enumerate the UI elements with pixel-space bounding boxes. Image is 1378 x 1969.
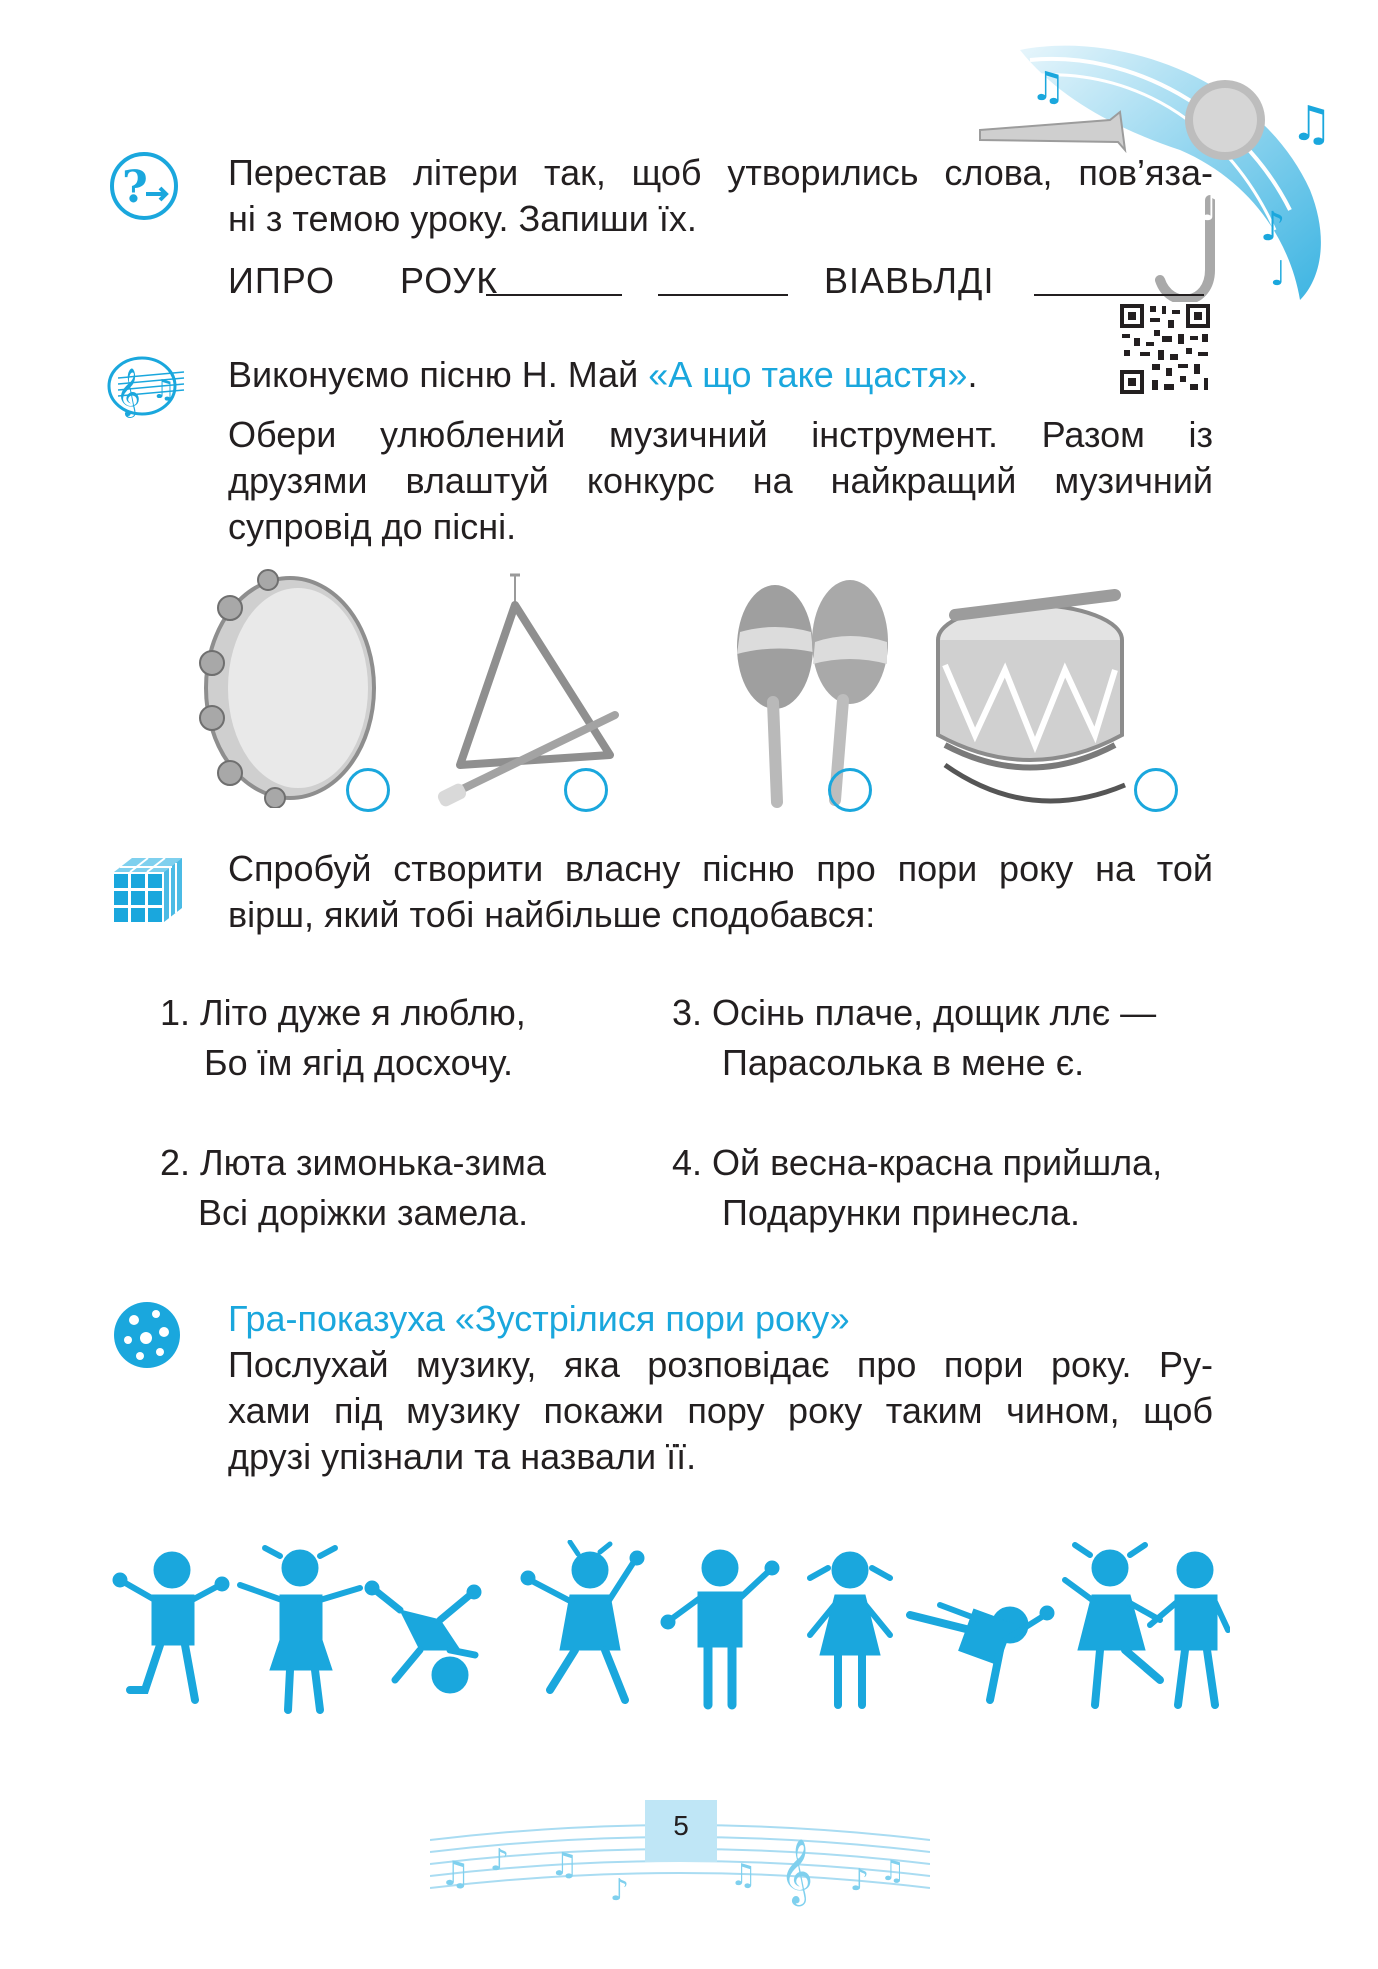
answer-blank-2[interactable]	[658, 258, 788, 296]
svg-text:♫: ♫	[1030, 64, 1066, 110]
svg-text:♪: ♪	[490, 1843, 510, 1878]
svg-text:♫: ♫	[440, 1854, 471, 1894]
poem-3-line1: 3. Осінь плаче, дощик ллє —	[672, 992, 1157, 1033]
svg-text:♩: ♩	[1270, 254, 1287, 294]
svg-text:♪: ♪	[1260, 204, 1286, 250]
task2-instruction-line3: супровід до пісні.	[228, 506, 517, 547]
dancing-kids-illustration	[110, 1540, 1230, 1720]
song-title-link[interactable]: «А що таке щастя»	[648, 354, 968, 395]
scrambled-word-1: ИПРО	[228, 260, 335, 301]
flower-ball-icon	[110, 1298, 184, 1372]
task3-instruction-line2: вірш, який тобі найбільше сподобався:	[228, 894, 876, 935]
poem-4-line1: 4. Ой весна-красна прийшла,	[672, 1142, 1163, 1183]
scrambled-word-2: РОУК	[400, 260, 499, 301]
song-prefix: Виконуємо пісню Н. Май	[228, 354, 649, 395]
scrambled-words-row	[228, 258, 1213, 304]
svg-text:♫: ♫	[730, 1858, 757, 1893]
choice-circle-triangle[interactable]	[564, 768, 608, 812]
answer-blank-1[interactable]	[486, 258, 622, 296]
game-title: Гра-показуха «Зустрілися пори року»	[228, 1298, 850, 1339]
music-staff-decoration	[430, 1780, 930, 1930]
page-number: 5	[673, 1810, 689, 1841]
svg-text:♫: ♫	[880, 1854, 906, 1887]
qr-code[interactable]	[1118, 302, 1212, 396]
question-arrow-icon	[108, 150, 180, 222]
choice-circle-tambourine[interactable]	[346, 768, 390, 812]
svg-text:♪: ♪	[1200, 188, 1223, 229]
task4-instruction-line3: друзі упізнали та назвали її.	[228, 1436, 697, 1477]
poem-3-line2: Парасолька в мене є.	[722, 1042, 1085, 1083]
poem-1-line2: Бо їм ягід досхочу.	[204, 1042, 514, 1083]
svg-text:𝄞: 𝄞	[780, 1839, 814, 1904]
song-line	[228, 352, 977, 398]
poem-4-line2: Подарунки принесла.	[722, 1192, 1081, 1233]
rubik-cube-icon	[110, 854, 188, 932]
poem-2-line2: Всі доріжки замела.	[198, 1192, 529, 1233]
task3-instruction-line1: Спробуй створити власну пісню про пори року на той	[228, 848, 1213, 889]
poem-2	[160, 1138, 546, 1238]
svg-text:♫: ♫	[1290, 96, 1334, 152]
song-suffix: .	[967, 354, 978, 395]
maracas-image	[725, 572, 900, 812]
svg-text:♪: ♪	[610, 1873, 630, 1908]
treble-clef-notes-icon	[106, 354, 186, 418]
drum-image	[925, 585, 1135, 810]
svg-text:♪: ♪	[850, 1863, 870, 1898]
poem-1-line1: 1. Літо дуже я люблю,	[160, 992, 526, 1033]
task4-instruction-line2: хами під музику покажи пору року таким чином, щоб	[228, 1390, 1213, 1431]
answer-blank-3[interactable]	[1034, 258, 1204, 296]
svg-text:♫: ♫	[550, 1845, 579, 1883]
task1-instruction-line1: Перестав літери так, щоб утворились слова, пов’яза-	[228, 152, 1213, 193]
poem-2-line1: 2. Люта зимонька-зима	[160, 1142, 546, 1183]
task1-instruction-line2: ні з темою уроку. Запиши їх.	[228, 198, 697, 239]
choice-circle-drum[interactable]	[1134, 768, 1178, 812]
svg-text:?: ?	[122, 162, 148, 213]
choice-circle-maracas[interactable]	[828, 768, 872, 812]
poem-4	[672, 1138, 1162, 1238]
scrambled-word-3: ВІАВЬЛДІ	[824, 260, 995, 301]
task2-instruction-line1: Обери улюблений музичний інструмент. Разом із	[228, 414, 1213, 455]
task4-instruction-line1: Послухай музику, яка розповідає про пори року. Ру-	[228, 1344, 1213, 1385]
svg-text:𝄞: 𝄞	[116, 367, 141, 416]
poem-3	[672, 988, 1156, 1088]
poem-1	[160, 988, 526, 1088]
task2-instruction-line2: друзями влаштуй конкурс на найкращий музичний	[228, 460, 1213, 501]
tambourine-image	[190, 568, 380, 808]
svg-text:♫: ♫	[152, 375, 176, 405]
